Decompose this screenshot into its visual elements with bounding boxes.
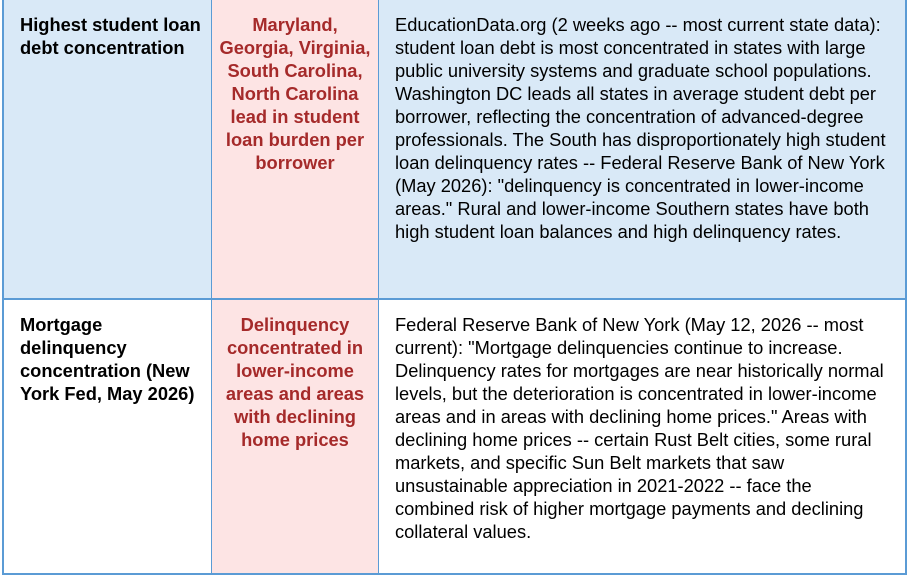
row-label: Highest student loan debt concentration <box>4 0 211 298</box>
row-detail: EducationData.org (2 weeks ago -- most current state data): student loan debt is most concentrated in states with large public university systems and graduate school populations. Washington DC leads all states in average student debt per borrower, reflecting the concentration of advanced-degree professionals. The South has disproportionately high student loan delinquency rates -- Federal Reserve Bank of New York (May 2026): "delinquency is concentrated in lower-income areas." Rural and lower-income Southern states have both high student loan balances and high delinquency rates. <box>379 0 905 298</box>
row-highlight: Maryland, Georgia, Virginia, South Carolina, North Carolina lead in student loan burden per borrower <box>211 0 379 298</box>
row-label: Mortgage delinquency concentration (New York Fed, May 2026) <box>4 300 211 573</box>
row-highlight: Delinquency concentrated in lower-income areas and areas with declining home prices <box>211 300 379 573</box>
row-detail: Federal Reserve Bank of New York (May 12, 2026 -- most current): "Mortgage delinquencies continue to increase. Delinquency rates for mortgages are near historically normal levels, but the deterioration is concentrated in lower-income areas and in areas with declining home prices." Areas with declining home prices -- certain Rust Belt cities, some rural markets, and specific Sun Belt markets that saw unsustainable appreciation in 2021-2022 -- face the combined risk of higher mortgage payments and declining collateral values. <box>379 300 905 573</box>
data-table <box>2 0 907 575</box>
table-row <box>4 0 905 298</box>
table-row <box>4 300 905 573</box>
